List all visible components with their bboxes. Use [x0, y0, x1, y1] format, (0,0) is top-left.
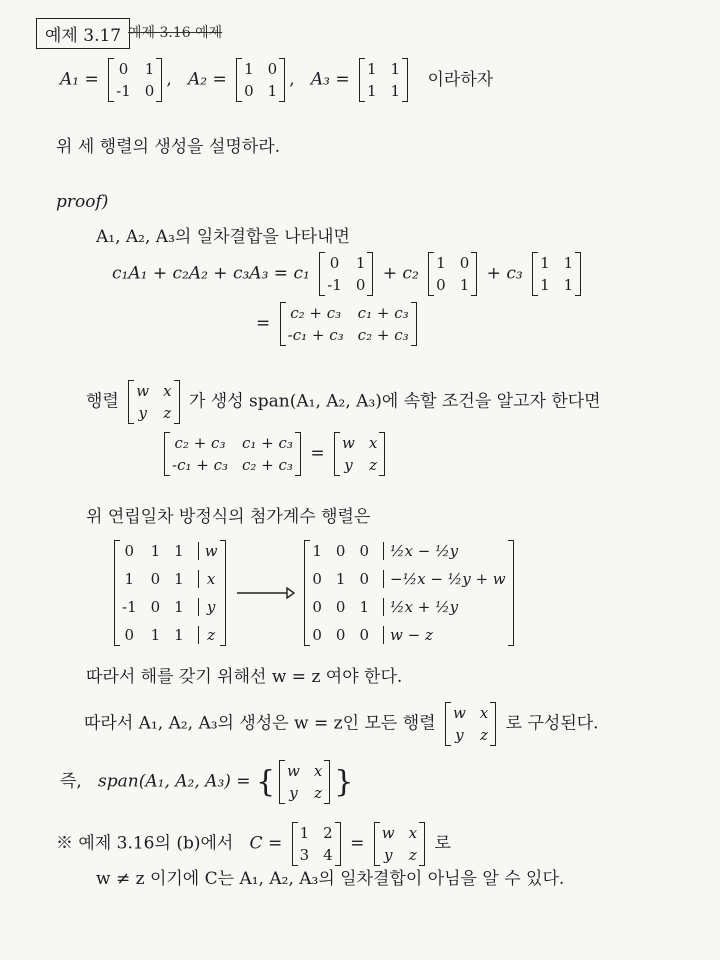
matrix-cell: 1: [174, 626, 184, 644]
matrix-cell: 1: [390, 60, 401, 78]
matrix-cell: c₂ + c₃: [290, 304, 342, 322]
conclusion-prefix: 따라서 A₁, A₂, A₃의 생성은 w = z인 모든 행렬: [84, 713, 436, 734]
equals-sign: =: [350, 833, 365, 854]
matrix-cell: 0: [359, 626, 370, 644]
proof-label: proof): [56, 192, 109, 212]
span-prefix: 즉,: [60, 771, 82, 792]
target-matrix-copy: [334, 432, 385, 476]
matrix-cell: 1: [150, 626, 161, 644]
matrix-a1-copy: [319, 252, 373, 296]
matrix-cell: 0: [355, 276, 366, 294]
matrix-cell: 0: [436, 276, 446, 294]
matrix-a3-copy: [532, 252, 581, 296]
matrix-cell: 1: [390, 82, 401, 100]
note-prefix: ※ 예제 3.16의 (b)에서: [56, 833, 234, 854]
matrix-cell: 0: [150, 598, 161, 616]
matrix-cell: x: [198, 570, 218, 588]
matrix-cell: y: [138, 404, 147, 422]
matrix-cell: 0: [312, 598, 322, 616]
matrix-cell: 3: [299, 846, 310, 864]
lincomb-intro: A₁, A₂, A₃의 일차결합을 나타내면: [96, 227, 350, 247]
target-matrix: [128, 380, 179, 424]
example-label: 예제 3.17: [36, 18, 130, 49]
matrix-cell: 1: [335, 570, 346, 588]
span-set-matrix: [279, 760, 330, 804]
matrix-cell: z: [314, 784, 323, 802]
matrix-cell: 1: [174, 570, 184, 588]
matrix-cell: 0: [335, 598, 346, 616]
coef-c1: c₁: [293, 263, 310, 284]
augmented-matrix-left: [114, 540, 226, 646]
matrix-cell: 1: [174, 542, 184, 560]
matrix-cell: x: [368, 434, 378, 452]
matrix-cell: w: [452, 704, 466, 722]
matrix-cell: y: [289, 784, 298, 802]
matrix-cell: 1: [359, 598, 370, 616]
matrix-cell: 0: [244, 82, 254, 100]
membership-prefix: 행렬: [86, 391, 119, 412]
conclusion-suffix: 로 구성된다.: [505, 713, 599, 734]
equals-sign: =: [310, 443, 325, 464]
target-matrix-conclusion: [445, 702, 496, 746]
coef-c3: + c₃: [486, 263, 523, 284]
matrix-cell: 1: [366, 60, 377, 78]
matrix-cell: 0: [359, 570, 370, 588]
matrix-definitions: A₁ = 0 1 -1 0 , A₂ = 1 0 0 1 , A₃ = 1 1 1 1 이라하자: [60, 60, 494, 100]
matrix-cell: -1: [327, 276, 342, 294]
combined-matrix: [280, 302, 417, 346]
matrix-a3: [359, 58, 408, 102]
matrix-cell: z: [480, 726, 488, 744]
matrix-cell: -1: [116, 82, 131, 100]
matrix-cell: 0: [144, 82, 155, 100]
c-label: C =: [249, 833, 283, 854]
matrix-cell: y: [383, 846, 393, 864]
matrix-cell: w: [136, 382, 150, 400]
matrix-cell: ½x − ½y: [383, 542, 506, 560]
matrix-cell: c₂ + c₃: [357, 326, 409, 344]
matrix-cell: 1: [540, 276, 550, 294]
arrow-right-icon: [235, 587, 295, 599]
matrix-cell: 0: [359, 542, 370, 560]
conclusion-line: [84, 702, 599, 746]
matrix-cell: 1: [244, 60, 254, 78]
matrix-cell: x: [163, 382, 172, 400]
set-brace-close: }: [334, 764, 354, 800]
matrix-cell: y: [455, 726, 464, 744]
a1-name: A₁: [60, 69, 80, 90]
matrix-cell: z: [198, 626, 218, 644]
problem-statement: 위 세 행렬의 생성을 설명하라.: [56, 137, 281, 157]
final-statement: w ≠ z 이기에 C는 A₁, A₂, A₃의 일차결합이 아님을 알 수 있다.: [96, 869, 565, 889]
matrix-cell: -c₁ + c₃: [172, 456, 229, 474]
membership-suffix: 가 생성 span(A₁, A₂, A₃)에 속할 조건을 알고자 한다면: [188, 391, 601, 412]
system-equation: [160, 432, 389, 476]
lincomb-lhs: c₁A₁ + c₂A₂ + c₃A₃ =: [112, 263, 289, 284]
matrix-cell: 2: [323, 824, 333, 842]
matrix-cell: c₁ + c₃: [242, 434, 293, 452]
matrix-cell: −½x − ½y + w: [383, 570, 506, 588]
coef-c2: + c₂: [382, 263, 419, 284]
matrix-cell: z: [369, 456, 378, 474]
matrix-cell: 0: [118, 60, 129, 78]
matrix-cell: -c₁ + c₃: [287, 326, 344, 344]
matrix-cell: 1: [540, 254, 550, 272]
combined-matrix-line: [256, 302, 421, 346]
lincomb-expansion: [112, 252, 585, 296]
combined-matrix-copy: [164, 432, 301, 476]
membership-line: [86, 380, 601, 424]
span-line: [60, 760, 353, 804]
matrix-cell: 1: [174, 598, 184, 616]
matrix-cell: 1: [563, 276, 574, 294]
matrix-cell: 1: [312, 542, 322, 560]
matrix-cell: 1: [124, 570, 135, 588]
matrix-cell: c₂ + c₃: [174, 434, 226, 452]
note-suffix: 로: [434, 833, 451, 854]
matrix-cell: x: [408, 824, 418, 842]
matrix-cell: 1: [299, 824, 310, 842]
matrix-cell: x: [479, 704, 489, 722]
matrix-cell: 1: [144, 60, 155, 78]
solution-condition: 따라서 해를 갖기 위해선 w = z 여야 한다.: [86, 667, 403, 687]
matrix-cell: y: [344, 456, 353, 474]
matrix-cell: 0: [312, 626, 322, 644]
matrix-cell: 1: [563, 254, 574, 272]
augmented-reduction: [110, 540, 518, 646]
matrix-cell: 0: [124, 626, 135, 644]
matrix-cell: 1: [366, 82, 377, 100]
matrix-cell: ½x + ½y: [383, 598, 506, 616]
matrix-cell: z: [163, 404, 172, 422]
matrix-cell: 0: [312, 570, 322, 588]
augmented-matrix-right: [304, 540, 513, 646]
matrix-cell: 4: [323, 846, 333, 864]
definition-ending: 이라하자: [427, 69, 494, 90]
matrix-cell: y: [198, 598, 218, 616]
system-intro: 위 연립일차 방정식의 첨가계수 행렬은: [86, 507, 371, 527]
matrix-cell: 0: [335, 542, 346, 560]
target-matrix-note: [374, 822, 425, 866]
matrix-cell: w: [342, 434, 355, 452]
matrix-c: [292, 822, 341, 866]
set-brace-open: {: [255, 764, 276, 800]
a2-name: A₂: [187, 69, 208, 90]
equals-sign: =: [256, 313, 271, 334]
matrix-cell: 0: [267, 60, 278, 78]
matrix-cell: 0: [335, 626, 346, 644]
matrix-cell: 1: [267, 82, 278, 100]
matrix-cell: 1: [150, 542, 161, 560]
matrix-a2-copy: [428, 252, 477, 296]
note-line: [56, 822, 451, 866]
matrix-cell: 0: [150, 570, 161, 588]
matrix-cell: 1: [355, 254, 366, 272]
matrix-cell: w: [381, 824, 395, 842]
matrix-cell: z: [408, 846, 417, 864]
matrix-a2: [236, 58, 285, 102]
matrix-cell: 0: [329, 254, 340, 272]
matrix-cell: w: [198, 542, 218, 560]
matrix-cell: 0: [124, 542, 135, 560]
matrix-cell: w: [287, 762, 300, 780]
matrix-cell: x: [313, 762, 323, 780]
matrix-cell: 1: [436, 254, 446, 272]
matrix-cell: 1: [459, 276, 470, 294]
a3-name: A₃: [310, 69, 330, 90]
matrix-a1: [108, 58, 162, 102]
matrix-cell: -1: [122, 598, 137, 616]
matrix-cell: c₂ + c₃: [242, 456, 293, 474]
matrix-cell: w − z: [383, 626, 506, 644]
matrix-cell: 0: [459, 254, 470, 272]
matrix-cell: c₁ + c₃: [357, 304, 409, 322]
span-lhs: span(A₁, A₂, A₃) =: [98, 771, 251, 792]
struck-out-text: 예제 3.16 예제: [128, 25, 223, 41]
